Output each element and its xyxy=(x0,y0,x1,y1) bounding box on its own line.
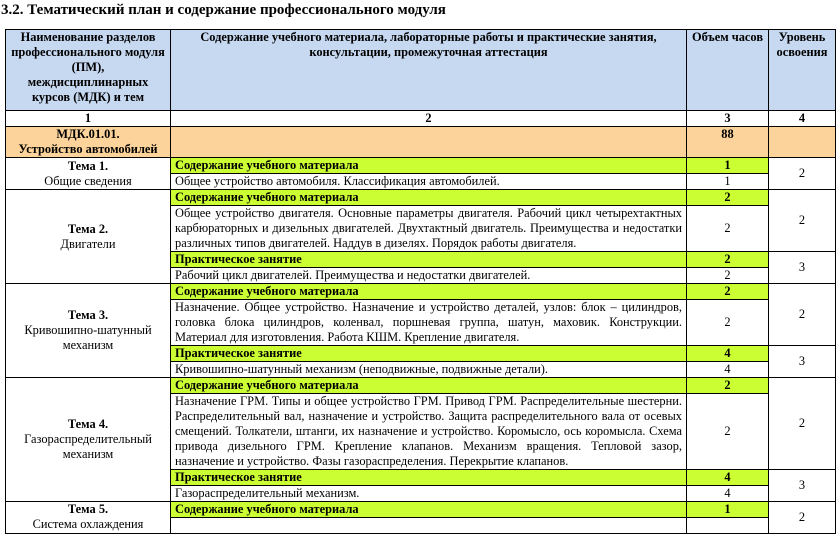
topic-name: Система охлаждения xyxy=(32,517,144,531)
practice-text: Кривошипно-шатунный механизм (неподвижные, подвижные детали). xyxy=(171,362,687,378)
practice-level: 3 xyxy=(769,470,836,502)
topic-3-content-row xyxy=(6,284,836,300)
topic-5-content-row xyxy=(6,502,836,518)
content-text: Назначение. Общее устройство. Назначение и устройство деталей, узлов: блок – цилиндров, головка блока цилиндров, коленвал, поршневая группа, шатун, маховик. Конструкции. Материал для изготовления. Работа КШМ. Крепление двигателя. xyxy=(171,300,687,346)
content-text-hours: 2 xyxy=(687,206,769,252)
column-numbers-row xyxy=(6,111,836,127)
practice-text: Газораспределительный механизм. xyxy=(171,486,687,502)
mdk-content-empty xyxy=(171,127,687,158)
mdk-level-empty xyxy=(769,127,836,158)
practice-text-hours: 4 xyxy=(687,486,769,502)
topic-2-cell xyxy=(6,190,171,284)
header-row xyxy=(6,30,836,111)
level-value: 2 xyxy=(769,158,836,190)
topic-1-cell xyxy=(6,158,171,190)
topic-number: Тема 1. xyxy=(67,158,109,173)
topic-name: Двигатели xyxy=(60,236,116,251)
col-number: 2 xyxy=(171,111,687,127)
level-value: 2 xyxy=(769,502,836,534)
practice-hours: 4 xyxy=(687,346,769,362)
content-label: Содержание учебного материала xyxy=(171,502,687,518)
mdk-name: Устройство автомобилей xyxy=(18,142,158,156)
content-hours: 1 xyxy=(687,158,769,174)
topic-3-cell xyxy=(6,284,171,378)
mdk-title xyxy=(6,127,171,158)
topic-number: Тема 3. xyxy=(67,308,109,322)
content-text-hours: 2 xyxy=(687,300,769,346)
topic-name: Кривошипно-шатунный механизм xyxy=(24,323,152,352)
mdk-code: МДК.01.01. xyxy=(56,127,120,141)
mdk-hours: 88 xyxy=(687,127,769,158)
level-value: 2 xyxy=(769,284,836,346)
practice-hours: 4 xyxy=(687,470,769,486)
page-title: 3.2. Тематический план и содержание профессионального модуля xyxy=(1,2,446,18)
practice-label: Практическое занятие xyxy=(171,252,687,268)
topic-5-cell xyxy=(6,502,171,534)
content-text-hours: 2 xyxy=(687,394,769,470)
level-value: 2 xyxy=(769,378,836,470)
topic-4-content-row xyxy=(6,378,836,394)
practice-label: Практическое занятие xyxy=(171,470,687,486)
practice-level: 3 xyxy=(769,252,836,284)
header-hours: Объем часов xyxy=(687,30,769,111)
practice-text-hours: 4 xyxy=(687,362,769,378)
topic-2-content-row xyxy=(6,190,836,206)
mdk-row xyxy=(6,127,836,158)
content-label: Содержание учебного материала xyxy=(171,190,687,206)
content-hours: 2 xyxy=(687,190,769,206)
practice-text: Рабочий цикл двигателей. Преимущества и недостатки двигателей. xyxy=(171,268,687,284)
topic-name: Газораспределительный механизм xyxy=(24,432,152,461)
content-label: Содержание учебного материала xyxy=(171,284,687,300)
level-value: 2 xyxy=(769,190,836,252)
topic-4-cell xyxy=(6,378,171,502)
content-label: Содержание учебного материала xyxy=(171,378,687,394)
content-text: Назначение ГРМ. Типы и общее устройство ГРМ. Привод ГРМ. Распределительные шестерни. Распределительный вал, назначение и устройство. Защита распределительного вала от осевых смещений. Толкатели, штанги, их назначение и устройство. Коромысло, ось коромысла. Схема привода дизельного ГРМ. Крепление клапанов. Механизм вращения. Тепловой зазор, назначение и устройство. Фазы газораспределения. Перекрытие клапанов. xyxy=(171,394,687,470)
content-text-hours: 1 xyxy=(687,174,769,190)
topic-number: Тема 2. xyxy=(67,221,109,236)
content-hours: 1 xyxy=(687,502,769,518)
topic-number: Тема 4. xyxy=(67,417,109,431)
header-content: Содержание учебного материала, лабораторные работы и практические занятия, консультации, промежуточная аттестация xyxy=(171,30,687,111)
content-text: Общее устройство двигателя. Основные параметры двигателя. Рабочий цикл четырехтактных карбюраторных и дизельных двигателей. Двухтактный двигатель. Преимущества и недостатки различных типов двигателей. Наддув в дизелях. Порядок работы двигателя. xyxy=(171,206,687,252)
topic-name: Общие сведения xyxy=(44,173,132,188)
content-label: Содержание учебного материала xyxy=(171,158,687,174)
col-number: 1 xyxy=(6,111,171,127)
topic-1-content-row xyxy=(6,158,836,174)
practice-hours: 2 xyxy=(687,252,769,268)
practice-level: 3 xyxy=(769,346,836,378)
practice-text-hours: 2 xyxy=(687,268,769,284)
col-number: 3 xyxy=(687,111,769,127)
content-text-hours-empty xyxy=(687,518,769,534)
content-text-empty xyxy=(171,518,687,534)
content-hours: 2 xyxy=(687,284,769,300)
col-number: 4 xyxy=(769,111,836,127)
content-text: Общее устройство автомобиля. Классификация автомобилей. xyxy=(171,174,687,190)
content-hours: 2 xyxy=(687,378,769,394)
topic-number: Тема 5. xyxy=(67,502,109,516)
header-level: Уровень освоения xyxy=(769,30,836,111)
thematic-plan-table xyxy=(5,29,836,534)
practice-label: Практическое занятие xyxy=(171,346,687,362)
header-sections: Наименование разделов профессионального модуля (ПМ), междисциплинарных курсов (МДК) и тем xyxy=(6,30,171,111)
